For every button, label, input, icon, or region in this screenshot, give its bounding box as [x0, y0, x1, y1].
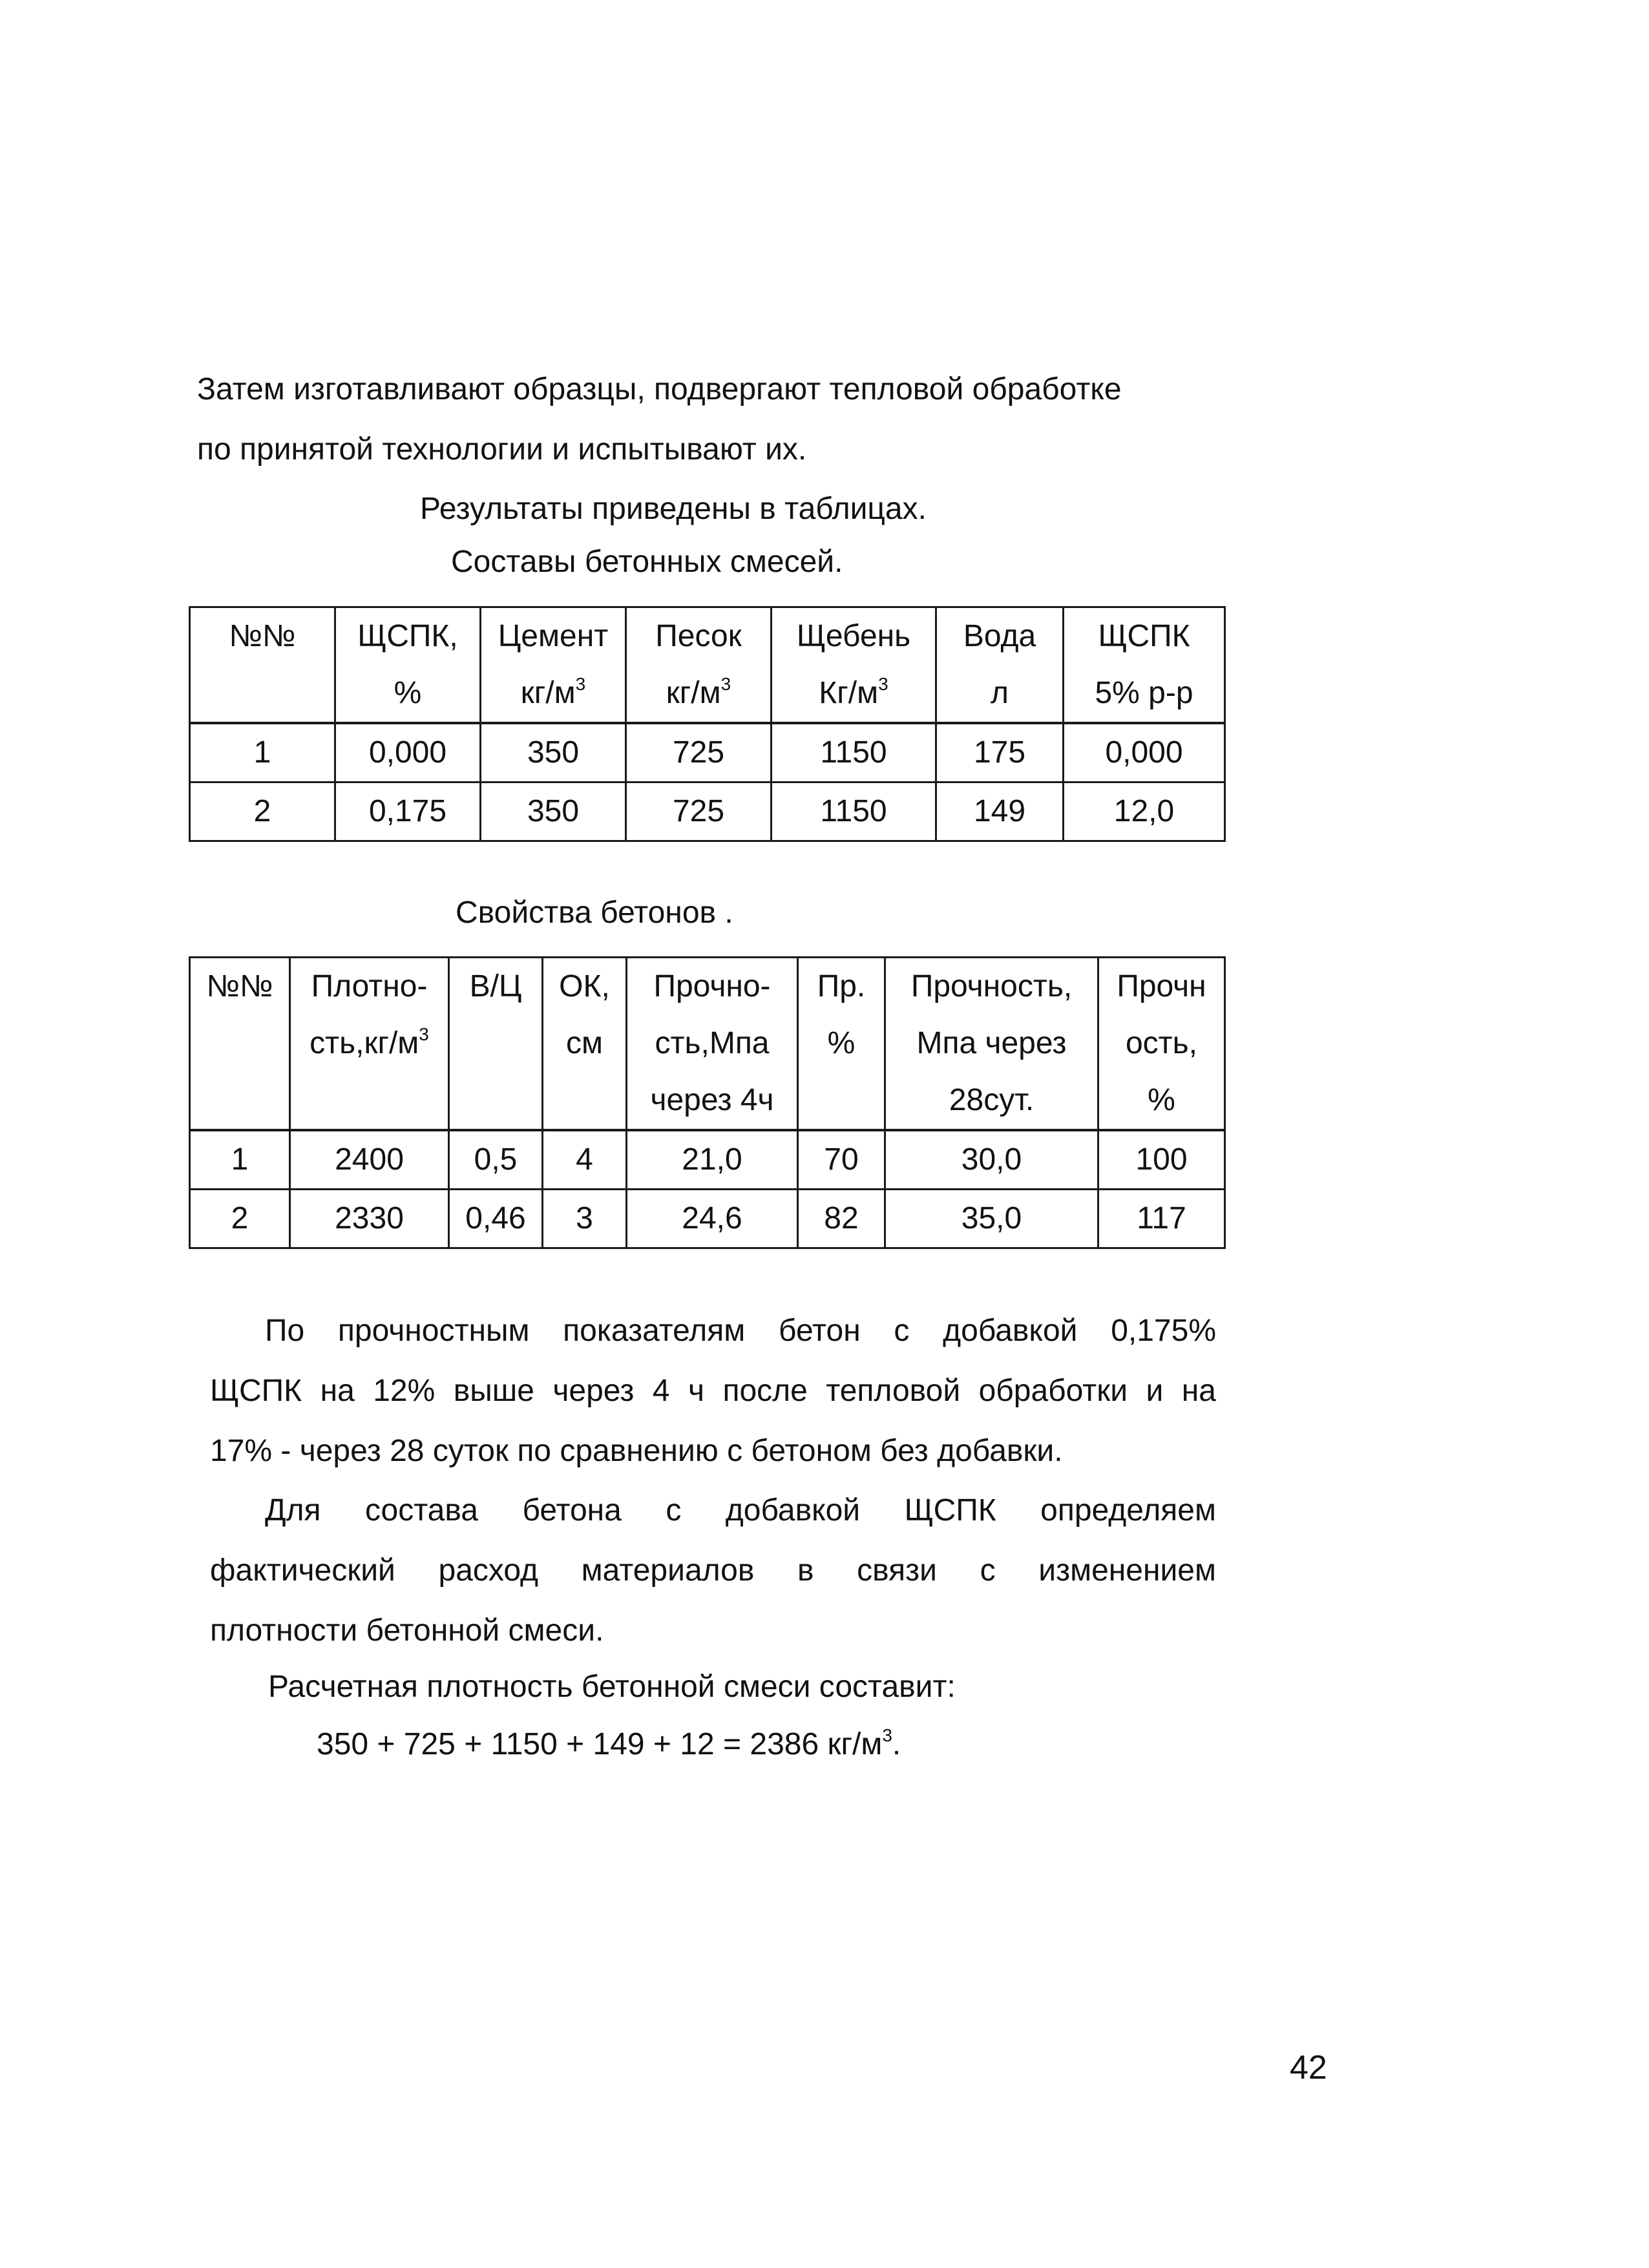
table2-cell: 24,6 [627, 1190, 798, 1248]
table2-cell: 2400 [290, 1130, 449, 1190]
intro-line-1: Затем изготавливают образцы, подвергают тепловой обработке [197, 372, 1122, 406]
table2-cell: 117 [1098, 1190, 1225, 1248]
table2-header-cell: №№ [190, 958, 290, 1131]
table1-cell: 350 [481, 782, 626, 841]
table2-cell: 0,46 [449, 1190, 543, 1248]
table1-cell: 350 [481, 723, 626, 782]
table1-cell: 149 [936, 782, 1064, 841]
table2-cell: 82 [798, 1190, 885, 1248]
composition-table [189, 606, 1226, 842]
table1-header-cell: Песок $кг/м^3$ [626, 607, 772, 724]
table2-header-cell: Прочно- сть,Мпа через 4ч [627, 958, 798, 1131]
paragraph2-line-1: Для состава бетона с добавкой ЩСПК определяем [265, 1493, 1216, 1528]
table1-header-cell: Цемент $кг/м^3$ [481, 607, 626, 724]
table1-cell: 1 [190, 723, 335, 782]
table1-cell: 1150 [772, 782, 936, 841]
table2-header-cell: ОК, см [543, 958, 627, 1131]
table2-cell: 100 [1098, 1130, 1225, 1190]
table1-row [190, 782, 1225, 841]
table2-cell: 3 [543, 1190, 627, 1248]
table1-row [190, 723, 1225, 782]
table2-row [190, 1130, 1225, 1190]
table1-header-cell: ЩСПК, % [335, 607, 481, 724]
table2-cell: 70 [798, 1130, 885, 1190]
table2-cell: 1 [190, 1130, 290, 1190]
table2-cell: 35,0 [885, 1190, 1098, 1248]
table2-caption: Свойства бетонов . [456, 896, 733, 930]
table2-cell: 4 [543, 1130, 627, 1190]
table2-header-row [190, 958, 1225, 1131]
table2-header-cell: В/Ц [449, 958, 543, 1131]
table1-header-cell: ЩСПК 5% р-р [1064, 607, 1225, 724]
table2-cell: 2330 [290, 1190, 449, 1248]
table2-cell: 2 [190, 1190, 290, 1248]
paragraph2-line-2: фактический расход материалов в связи с изменением [210, 1553, 1216, 1588]
calc-formula: 350 + 725 + 1150 + 149 + 12 = 2386 $кг/м^3$. [317, 1725, 901, 1761]
intro-line-2: по принятой технологии и испытывают их. [197, 432, 807, 467]
intro-line-3: Результаты приведены в таблицах. [420, 492, 927, 526]
properties-table [189, 956, 1226, 1249]
calc-intro: Расчетная плотность бетонной смеси составит: [268, 1670, 956, 1704]
table1-cell: 0,000 [335, 723, 481, 782]
table2-cell: 30,0 [885, 1130, 1098, 1190]
paragraph1-line-1: По прочностным показателям бетон с добавкой 0,175% [265, 1314, 1216, 1348]
table1-cell: 175 [936, 723, 1064, 782]
table2-header-cell: Прочность, Мпа через 28сут. [885, 958, 1098, 1131]
table1-cell: 0,000 [1064, 723, 1225, 782]
table1-cell: 1150 [772, 723, 936, 782]
table2-header-cell: Плотно- $сть,кг/м^3$ [290, 958, 449, 1131]
table1-header-cell: №№ [190, 607, 335, 724]
table2-header-cell: Прочн ость, % [1098, 958, 1225, 1131]
table1-header-cell: Вода л [936, 607, 1064, 724]
table2-row [190, 1190, 1225, 1248]
table1-header-row [190, 607, 1225, 724]
table2-header-cell: Пр. % [798, 958, 885, 1131]
table2-cell: 21,0 [627, 1130, 798, 1190]
table1-cell: 12,0 [1064, 782, 1225, 841]
paragraph2-line-3: плотности бетонной смеси. [210, 1613, 604, 1648]
table1-caption: Составы бетонных смесей. [451, 545, 843, 579]
paragraph1-line-2: ЩСПК на 12% выше через 4 ч после тепловой обработки и на [210, 1374, 1216, 1408]
table1-header-cell: Щебень $Кг/м^3$ [772, 607, 936, 724]
paragraph1-line-3: 17% - через 28 суток по сравнению с бетоном без добавки. [210, 1434, 1063, 1468]
page-number: 42 [1290, 2049, 1327, 2086]
table1-cell: 0,175 [335, 782, 481, 841]
table1-cell: 2 [190, 782, 335, 841]
table2-cell: 0,5 [449, 1130, 543, 1190]
table1-cell: 725 [626, 782, 772, 841]
table1-cell: 725 [626, 723, 772, 782]
